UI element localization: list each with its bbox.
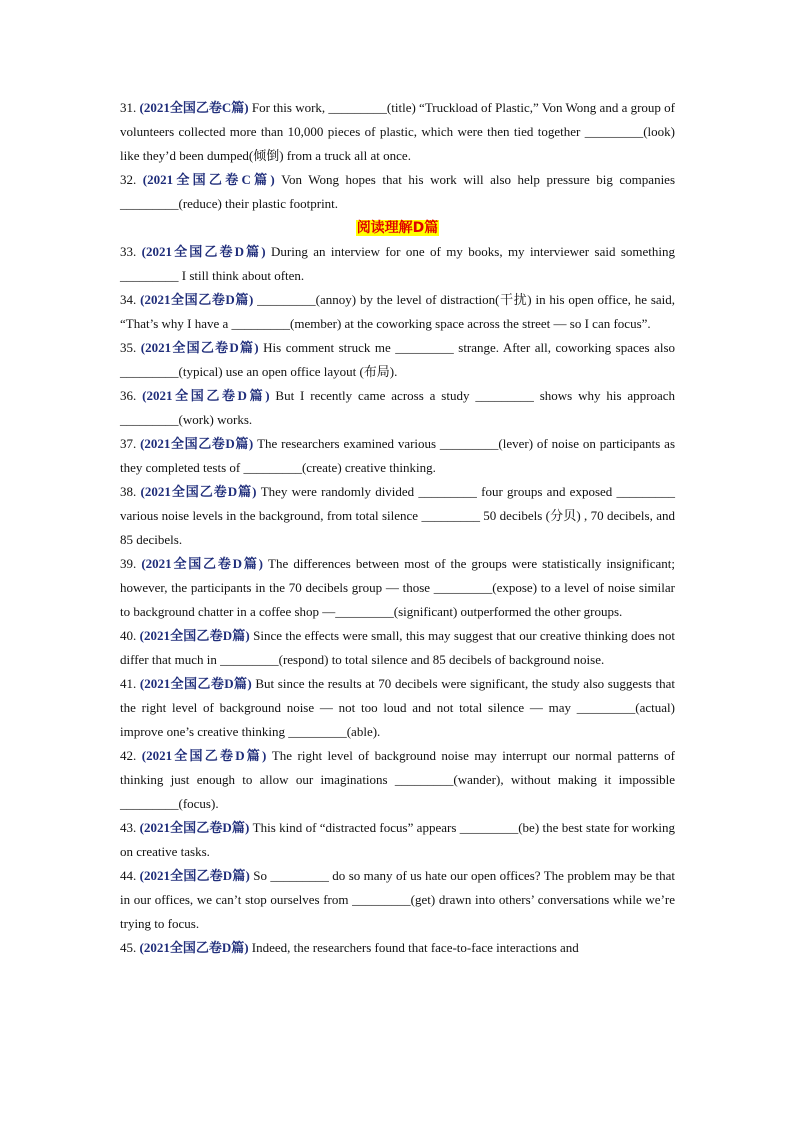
question-45 (120, 936, 675, 960)
question-number: 43. (120, 820, 137, 835)
question-text: For this work, _________(title) “Truckload of Plastic,” Von Wong and a group of volunteers collected more than 10,000 pieces of plastic, which were then tied together _________(look) like they’d been dumped(倾倒) from a truck all at once. (120, 100, 676, 163)
question-source: (2021全国乙卷D篇) (139, 676, 252, 691)
question-source: (2021全国乙卷D篇) (141, 244, 266, 259)
question-text: During an interview for one of my books, my interviewer said something _________ I still think about often. (120, 244, 676, 283)
question-source: (2021全国乙卷D篇) (140, 484, 257, 499)
question-number: 36. (120, 388, 137, 403)
question-32 (120, 168, 675, 216)
question-source: (2021全国乙卷C篇) (142, 172, 275, 187)
question-source: (2021全国乙卷D篇) (140, 436, 254, 451)
question-text: _________(annoy) by the level of distraction(干扰) in his open office, he said, “That’s why I have a _________(member) at the coworking space across the street — so I can focus”. (120, 292, 676, 331)
question-39 (120, 552, 675, 624)
question-number: 45. (120, 940, 137, 955)
question-42 (120, 744, 675, 816)
question-text: Von Wong hopes that his work will also help pressure big companies _________(reduce) their plastic footprint. (120, 172, 676, 211)
question-text: But since the results at 70 decibels were significant, the study also suggests that the right level of background noise — not too loud and not total silence — may _________(actual) improve one’s creative thinking _________(able). (120, 676, 676, 739)
question-text: So _________ do so many of us hate our open offices? The problem may be that in our offices, we can’t stop ourselves from _________(get) drawn into others’ conversations while we’re trying to focus. (120, 868, 676, 931)
question-number: 42. (120, 748, 137, 763)
question-text: The right level of background noise may interrupt our normal patterns of thinking just enough to allow our imaginations _________(wander), without making it impossible _________(focus). (120, 748, 676, 811)
question-41 (120, 672, 675, 744)
question-source: (2021全国乙卷D篇) (140, 340, 259, 355)
question-source: (2021全国乙卷D篇) (142, 388, 270, 403)
question-35 (120, 336, 675, 384)
question-number: 32. (120, 172, 137, 187)
question-text: His comment struck me _________ strange. After all, coworking spaces also _________(typical) use an open office layout (布局). (120, 340, 676, 379)
question-40 (120, 624, 675, 672)
question-source: (2021全国乙卷D篇) (139, 628, 250, 643)
question-text: But I recently came across a study _________ shows why his approach _________(work) works. (120, 388, 676, 427)
question-source: (2021全国乙卷D篇) (139, 868, 250, 883)
question-source: (2021全国乙卷D篇) (139, 940, 249, 955)
question-number: 31. (120, 100, 137, 115)
question-37 (120, 432, 675, 480)
question-number: 44. (120, 868, 137, 883)
section-title: 阅读理解D篇 (356, 220, 439, 236)
question-36 (120, 384, 675, 432)
question-number: 34. (120, 292, 137, 307)
question-text: Indeed, the researchers found that face-to-face interactions and (248, 940, 579, 955)
document-page (120, 96, 675, 960)
question-text: They were randomly divided _________ four groups and exposed _________ various noise levels in the background, from total silence _________ 50 decibels (分贝) , 70 decibels, and 85 decibels. (120, 484, 676, 547)
question-38 (120, 480, 675, 552)
question-number: 39. (120, 556, 137, 571)
question-number: 35. (120, 340, 137, 355)
question-source: (2021全国乙卷D篇) (140, 292, 254, 307)
question-source: (2021全国乙卷D篇) (139, 820, 250, 835)
question-text: The researchers examined various _________(lever) of noise on participants as they completed tests of _________(create) creative thinking. (120, 436, 676, 475)
question-34 (120, 288, 675, 336)
question-number: 38. (120, 484, 137, 499)
question-33 (120, 240, 675, 288)
question-43 (120, 816, 675, 864)
question-number: 41. (120, 676, 137, 691)
question-number: 40. (120, 628, 137, 643)
question-text: This kind of “distracted focus” appears _________(be) the best state for working on creative tasks. (120, 820, 676, 859)
question-44 (120, 864, 675, 936)
question-number: 37. (120, 436, 137, 451)
question-number: 33. (120, 244, 137, 259)
question-source: (2021全国乙卷D篇) (141, 748, 267, 763)
question-source: (2021全国乙卷C篇) (139, 100, 249, 115)
question-text: Since the effects were small, this may suggest that our creative thinking does not differ that much in _________(respond) to total silence and 85 decibels of background noise. (120, 628, 676, 667)
question-text: The differences between most of the groups were statistically insignificant; however, the participants in the 70 decibels group — those _________(expose) to a level of noise similar to background chatter in a coffee shop —_________(significant) outperformed the other groups. (120, 556, 676, 619)
question-31 (120, 96, 675, 168)
question-source: (2021全国乙卷D篇) (141, 556, 263, 571)
